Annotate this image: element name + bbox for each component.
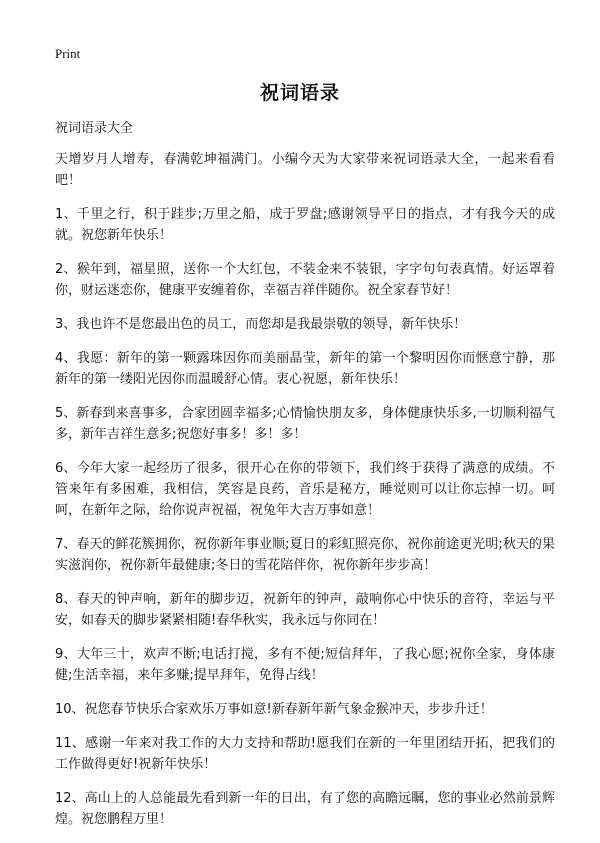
list-item: 6、今年大家一起经历了很多，很开心在你的带领下，我们终于获得了满意的成绩。不管来年有多困难，我相信，笑容是良药，音乐是秘方，睡觉则可以让你忘掉一切。呵呵，在新年之际，给你说声祝福，祝兔年大吉万事如意！ <box>55 461 555 518</box>
page-title: 祝词语录 <box>259 82 340 104</box>
list-item: 2、猴年到，福星照，送你一个大红包，不装金来不装银，字字句句表真情。好运罩着你，财运迷恋你，健康平安缠着你，幸福吉祥伴随你。祝全家春节好！ <box>55 262 555 298</box>
list-item: 1、千里之行，积于跬步;万里之船，成于罗盘;感谢领导平日的指点，才有我今天的成就。祝您新年快乐！ <box>55 207 555 243</box>
list-item: 5、新春到来喜事多，合家团圆幸福多;心情愉快朋友多，身体健康快乐多,一切顺利福气多，新年吉祥生意多;祝您好事多！多！多！ <box>55 406 555 442</box>
list-item: 10、祝您春节快乐合家欢乐万事如意!新春新年新气象金猴冲天，步步升迁！ <box>55 702 493 717</box>
list-item: 3、我也许不是您最出色的员工，而您却是我最崇敬的领导，新年快乐！ <box>55 317 467 332</box>
article-body <box>55 118 555 843</box>
article-subtitle: 祝词语录大全 <box>55 121 134 136</box>
list-item: 7、春天的鲜花簇拥你，祝你新年事业顺;夏日的彩虹照亮你，祝你前途更光明;秋天的果实滋润你，祝你新年最健康;冬日的雪花陪伴你，祝你新年步步高！ <box>55 537 555 573</box>
print-link[interactable]: Print <box>55 46 81 61</box>
list-item: 11、感谢一年来对我工作的大力支持和帮助!愿我们在新的一年里团结开拓，把我们的工作做得更好!祝新年快乐！ <box>55 736 555 772</box>
intro-paragraph: 天增岁月人增寿，春满乾坤福满门。小编今天为大家带来祝词语录大全，一起来看看吧！ <box>55 152 555 188</box>
list-item: 4、我愿：新年的第一颗露珠因你而美丽晶莹，新年的第一个黎明因你而惬意宁静，那新年的第一缕阳光因你而温暖舒心情。衷心祝愿，新年快乐！ <box>55 351 555 387</box>
list-item: 12、高山上的人总能最先看到新一年的日出，有了您的高瞻远瞩，您的事业必然前景辉煌。祝您鹏程万里！ <box>55 791 555 827</box>
list-item: 8、春天的钟声响，新年的脚步迈，祝新年的钟声，敲响你心中快乐的音符，幸运与平安，如春天的脚步紧紧相随!春华秋实，我永远与你同在！ <box>55 592 555 628</box>
list-item: 9、大年三十，欢声不断;电话打搅，多有不便;短信拜年，了我心愿;祝你全家，身体康健;生活幸福，来年多赚;提早拜年，免得占线！ <box>55 647 555 683</box>
